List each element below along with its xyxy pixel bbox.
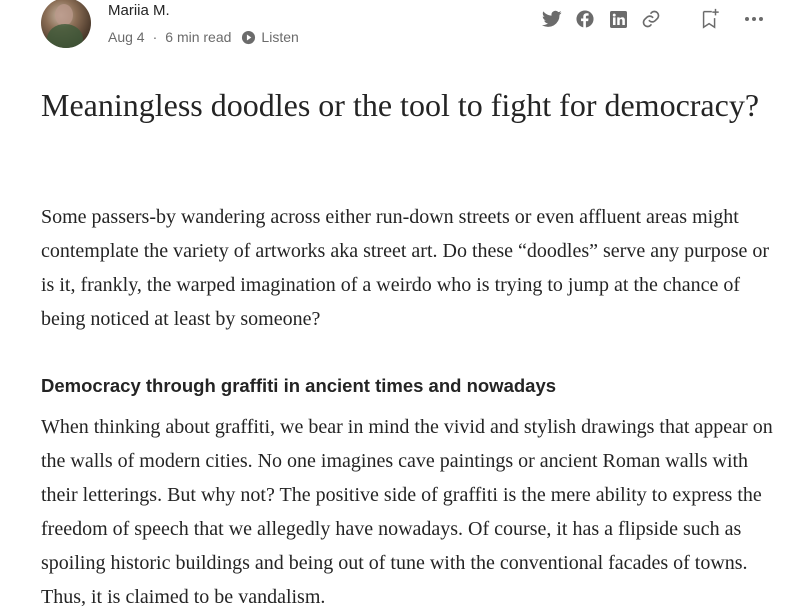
linkedin-icon[interactable]: [606, 7, 630, 31]
author-avatar[interactable]: [41, 0, 91, 48]
facebook-icon[interactable]: [573, 7, 597, 31]
play-icon: [241, 30, 256, 45]
intro-paragraph: Some passers-by wandering across either run-down streets or even affluent areas might contemplate the variety of artworks aka street art. Do these “doodles” serve any purpose or is it, frankly, the warped imagination of a weirdo who is trying to jump at the chance of being noticed at least by someone?: [41, 206, 770, 330]
section-paragraph: When thinking about graffiti, we bear in mind the vivid and stylish drawings that appear on the walls of modern cities. No one imagines cave paintings or ancient Roman walls with their letterings. But why not? The positive side of graffiti is the mere ability to express the freedom of speech that we allegedly have nowadays. Of course, it has a flipside such as spoiling historic buildings and being out of tune with the conventional facades of towns. Thus, it is claimed to be vandalism.: [41, 416, 773, 608]
listen-button[interactable]: [241, 29, 298, 45]
avatar-face: [55, 4, 73, 26]
link-icon[interactable]: [639, 7, 663, 31]
article-meta: [108, 29, 299, 45]
article-header: [0, 0, 800, 60]
avatar-body: [47, 24, 83, 48]
article-title: Meaningless doodles or the tool to fight for democracy?: [41, 87, 760, 123]
author-name[interactable]: Mariia M.: [108, 2, 170, 19]
read-time: 6 min read: [165, 29, 232, 45]
share-actions: [531, 7, 766, 31]
publish-date: Aug 4: [108, 29, 145, 45]
more-icon[interactable]: [742, 7, 766, 31]
section-heading: Democracy through graffiti in ancient times and nowadays: [41, 375, 557, 396]
listen-label: Listen: [261, 29, 299, 45]
bookmark-add-icon[interactable]: [698, 7, 722, 31]
meta-separator: ·: [152, 29, 158, 45]
twitter-icon[interactable]: [540, 7, 564, 31]
